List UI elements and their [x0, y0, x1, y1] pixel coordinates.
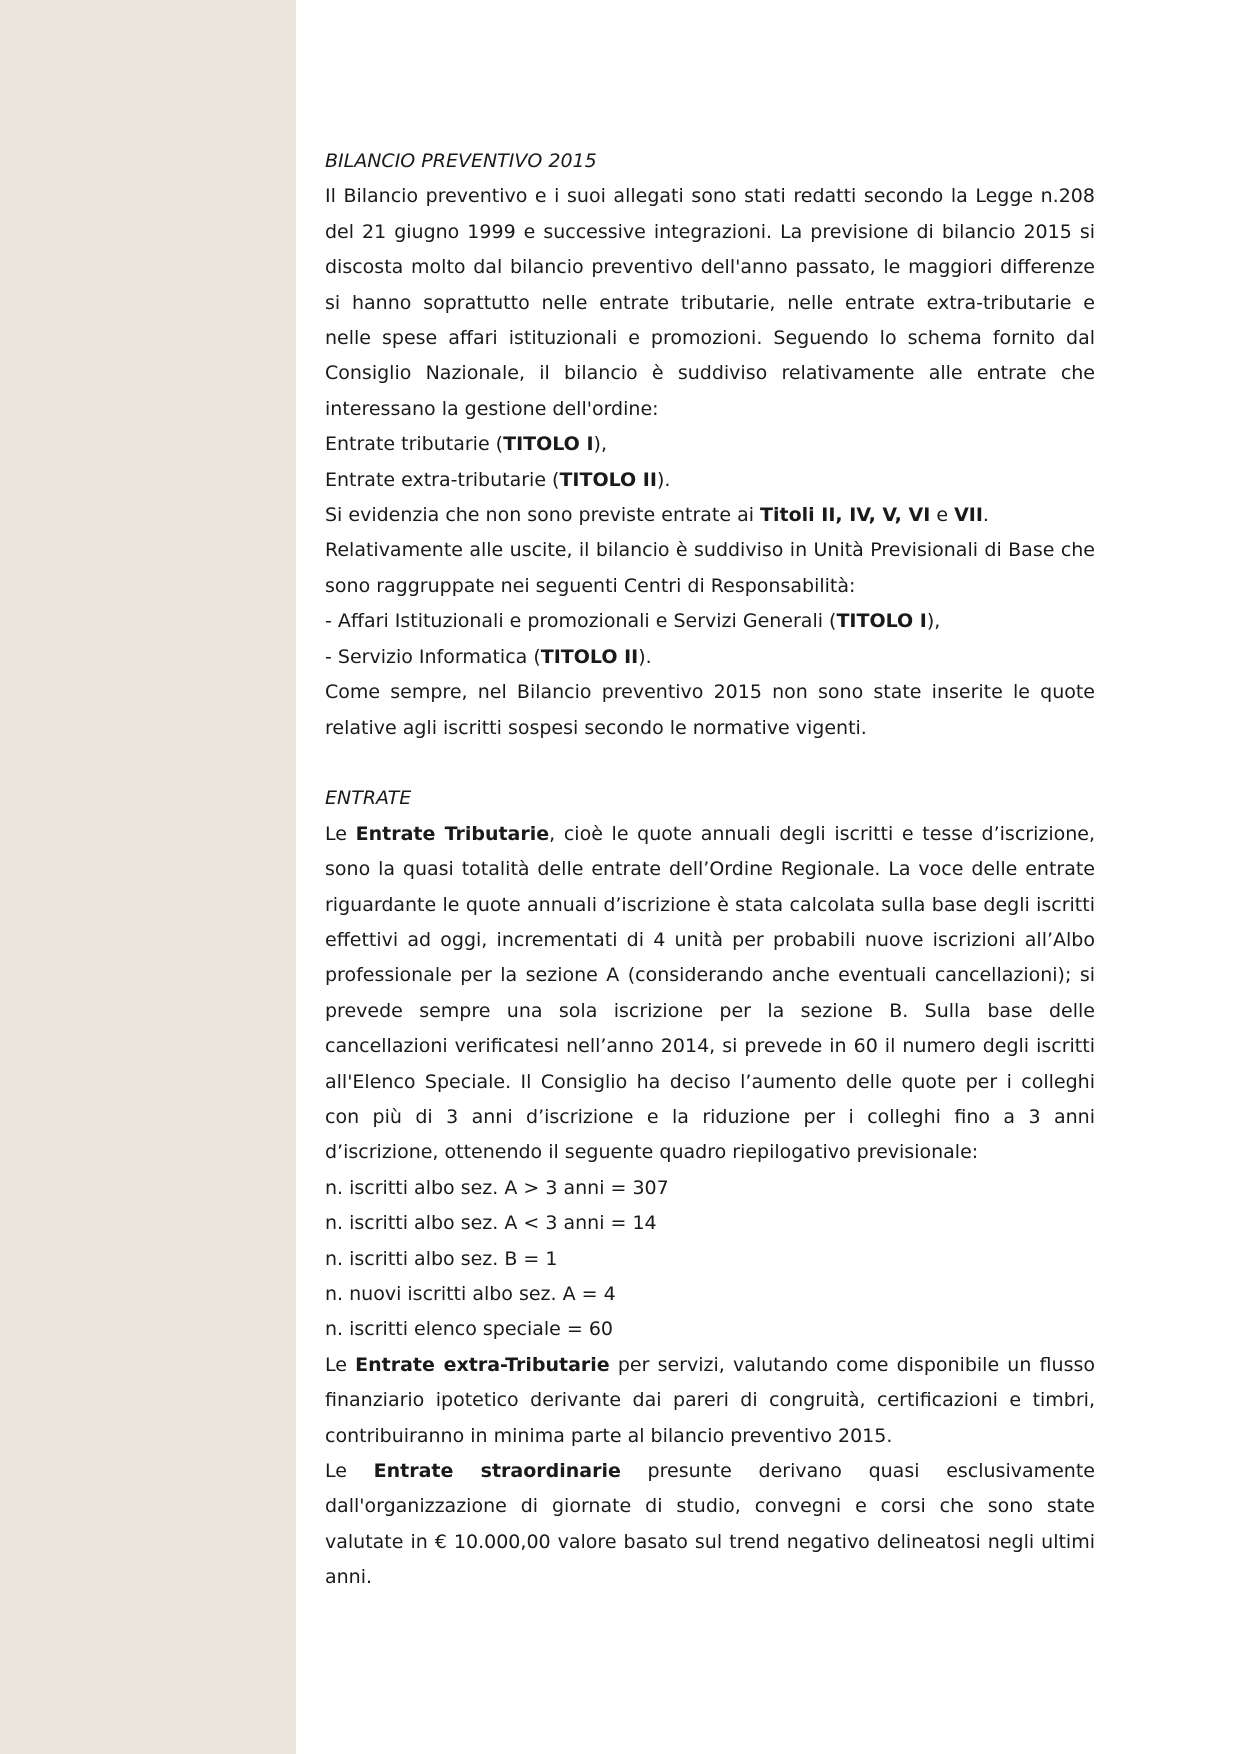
- line-end: ).: [656, 468, 671, 491]
- list-item: n. iscritti albo sez. A > 3 anni = 307: [325, 1176, 669, 1199]
- paragraph-entrate-extra: [325, 1348, 1095, 1454]
- line-informatica: [325, 640, 1095, 675]
- titolo-label: TITOLO II: [559, 468, 657, 491]
- list-item: n. iscritti albo sez. B = 1: [325, 1247, 558, 1270]
- section-heading-entrate: ENTRATE: [325, 787, 412, 810]
- titolo-label: TITOLO I: [503, 433, 594, 456]
- line-text: - Affari Istituzionali e promozionali e Servizi Generali (: [325, 610, 837, 633]
- line-affari: [325, 604, 1095, 639]
- term-entrate-tributarie: Entrate Tributarie: [355, 822, 550, 845]
- paragraph-gap: [325, 746, 1095, 781]
- paragraph-intro: Il Bilancio preventivo e i suoi allegati sono stati redatti secondo la Legge n.208 del 21 giugno 1999 e successive integrazioni. La previsione di bilancio 2015 si discosta molto dal bilancio preventivo dell'anno passato, le maggiori differenze si hanno soprattutto nelle entrate tributarie, nelle entrate extra-tributarie e nelle spese affari istituzionali e promozioni. Seguendo lo schema fornito dal Consiglio Nazionale, il bilancio è suddiviso relativamente alle entrate che interessano la gestione dell'ordine:: [325, 185, 1095, 420]
- section-heading-bilancio: BILANCIO PREVENTIVO 2015: [325, 150, 597, 172]
- paragraph-entrate-straordinarie: [325, 1454, 1095, 1596]
- line-end: ),: [926, 610, 941, 633]
- paragraph-uscite: Relativamente alle uscite, il bilancio è suddiviso in Unità Previsionali di Base che sono raggruppate nei seguenti Centri di Responsabilità:: [325, 539, 1095, 597]
- line-text: Entrate tributarie (: [325, 433, 504, 456]
- line-end: ).: [638, 645, 652, 668]
- list-item: n. nuovi iscritti albo sez. A = 4: [325, 1282, 616, 1305]
- paragraph-lead: Le: [325, 822, 356, 845]
- sidebar-band: [0, 0, 296, 1754]
- titolo-label: TITOLO II: [540, 645, 639, 668]
- list-item: n. iscritti elenco speciale = 60: [325, 1318, 614, 1341]
- list-item: n. iscritti albo sez. A < 3 anni = 14: [325, 1212, 657, 1235]
- paragraph-come-sempre: Come sempre, nel Bilancio preventivo 2015 non sono state inserite le quote relative agli iscritti sospesi secondo le normative vigenti.: [325, 681, 1095, 739]
- line-text: - Servizio Informatica (: [325, 645, 541, 668]
- document-page: [325, 144, 1095, 1596]
- line-entrate-extra: [325, 463, 1095, 498]
- titoli-label: Titoli II, IV, V, VI: [760, 504, 931, 527]
- titolo-label: VII: [954, 504, 983, 527]
- paragraph-entrate-tributarie: [325, 817, 1095, 1171]
- paragraph-text: presunte derivano quasi esclusivamente dall'organizzazione di giornate di studio, convegni e corsi che sono state valutate in € 10.000,00 valore basato sul trend negativo delineatosi negli ultimi anni.: [325, 1460, 1095, 1589]
- term-entrate-extra: Entrate extra-Tributarie: [355, 1353, 610, 1376]
- conjunction: e: [930, 504, 955, 527]
- paragraph-text: per servizi, valutando come disponibile un flusso finanziario ipotetico derivante dai pareri di congruità, certificazioni e timbri, contribuiranno in minima parte al bilancio preventivo 2015.: [325, 1353, 1095, 1447]
- paragraph-lead: Le: [325, 1353, 356, 1376]
- line-evidenzia: [325, 498, 1095, 533]
- term-entrate-straordinarie: Entrate straordinarie: [373, 1460, 621, 1483]
- paragraph-lead: Le: [325, 1460, 374, 1483]
- line-text: Si evidenzia che non sono previste entrate ai: [325, 504, 761, 527]
- line-entrate-tributarie: [325, 427, 1095, 462]
- line-end: ),: [593, 433, 607, 456]
- line-text: Entrate extra-tributarie (: [325, 468, 560, 491]
- titolo-label: TITOLO I: [836, 610, 927, 633]
- paragraph-text: , cioè le quote annuali degli iscritti e tesse d’iscrizione, sono la quasi totalità delle entrate dell’Ordine Regionale. La voce delle entrate riguardante le quote annuali d’iscrizione è stata calcolata sulla base degli iscritti effettivi ad oggi, incrementati di 4 unità per probabili nuove iscrizioni all’Albo professionale per la sezione A (considerando anche eventuali cancellazioni); si prevede sempre una sola iscrizione per la sezione B. Sulla base delle cancellazioni verificatesi nell’anno 2014, si prevede in 60 il numero degli iscritti all'Elenco Speciale. Il Consiglio ha deciso l’aumento delle quote per i colleghi con più di 3 anni d’iscrizione e la riduzione per i colleghi fino a 3 anni d’iscrizione, ottenendo il seguente quadro riepilogativo previsionale:: [325, 822, 1096, 1164]
- line-end: .: [982, 504, 989, 527]
